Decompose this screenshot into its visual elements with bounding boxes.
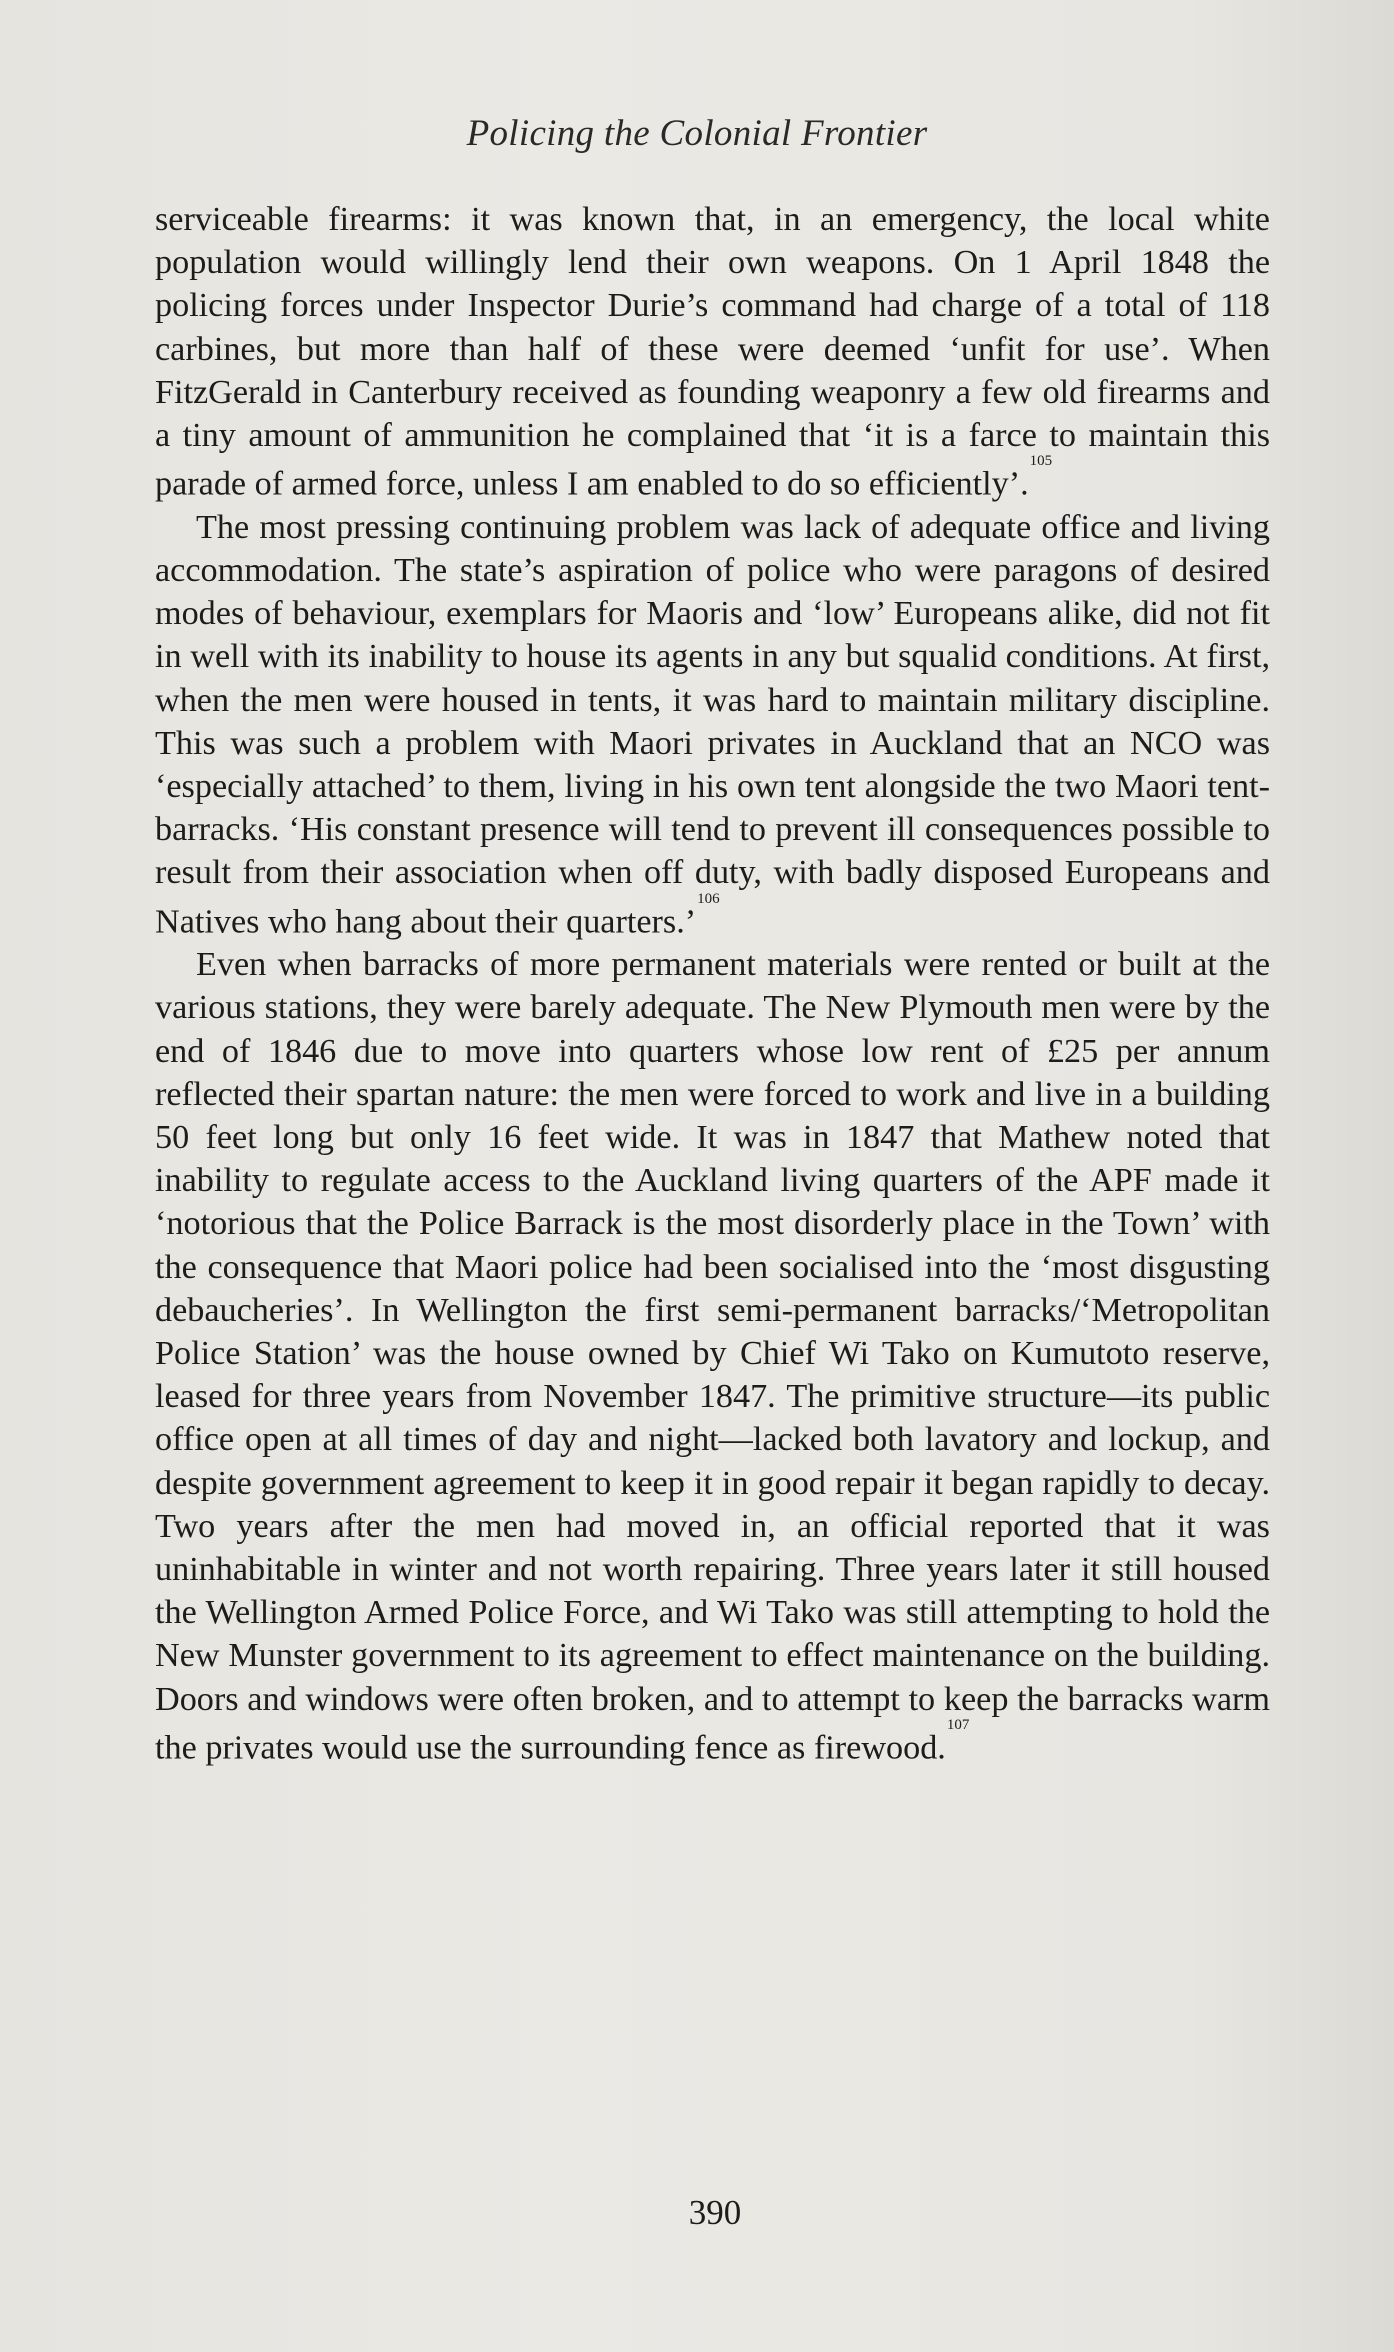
footnote-ref-107: 107	[946, 1716, 970, 1733]
body-text	[155, 198, 1270, 1769]
paragraph-2-text: The most pressing continuing problem was lack of adequate office and living accommodation. The state’s aspiration of police who were paragons of desired modes of behaviour, exemplars for Maoris and ‘low’ Europeans alike, did not fit in well with its inability to house its agents in any but squalid conditions. At first, when the men were housed in tents, it was hard to maintain military discipline. This was such a problem with Maori privates in Auckland that an NCO was ‘especially attached’ to them, living in his own tent alongside the two Maori tent-barracks. ‘His constant presence will tend to prevent ill consequences possible to result from their association when off duty, with badly disposed Europeans and Natives who hang about their quarters.’	[155, 508, 1270, 941]
footnote-ref-105: 105	[1029, 453, 1053, 470]
paragraph-1	[155, 198, 1270, 506]
page-number: 390	[688, 2193, 742, 2232]
paragraph-3	[155, 943, 1270, 1769]
paragraph-2	[155, 506, 1270, 943]
paragraph-1-text: serviceable firearms: it was known that, in an emergency, the local white population would willingly lend their own weapons. On 1 April 1848 the policing forces under Inspector Durie’s command had charge of a total of 118 carbines, but more than half of these were deemed ‘unfit for use’. When FitzGerald in Canterbury received as founding weaponry a few old firearms and a tiny amount of ammunition he complained that ‘it is a farce to maintain this parade of armed force, unless I am enabled to do so efficiently’.	[155, 201, 1270, 503]
running-head: Policing the Colonial Frontier	[466, 113, 928, 154]
paragraph-3-text: Even when barracks of more permanent materials were rented or built at the various stations, they were barely adequate. The New Plymouth men were by the end of 1846 due to move into quarters whose low rent of £25 per annum reflected their spartan nature: the men were forced to work and live in a building 50 feet long but only 16 feet wide. It was in 1847 that Mathew noted that inability to regulate access to the Auckland living quarters of the APF made it ‘notorious that the Police Barrack is the most disorderly place in the Town’ with the consequence that Maori police had been socialised into the ‘most disgusting debaucheries’. In Wellington the first semi-permanent barracks/‘Metropolitan Police Station’ was the house owned by Chief Wi Tako on Kumutoto reserve, leased for three years from November 1847. The primitive structure—its public office open at all times of day and night—lacked both lavatory and lockup, and despite government agreement to keep it in good repair it began rapidly to decay. Two years after the men had moved in, an official reported that it was uninhabitable in winter and not worth repairing. Three years later it still housed the Wellington Armed Police Force, and Wi Tako was still attempting to hold the New Munster government to its agreement to effect maintenance on the building. Doors and windows were often broken, and to attempt to keep the barracks warm the privates would use the surrounding fence as firewood.	[155, 946, 1270, 1767]
footnote-ref-106: 106	[697, 890, 720, 907]
